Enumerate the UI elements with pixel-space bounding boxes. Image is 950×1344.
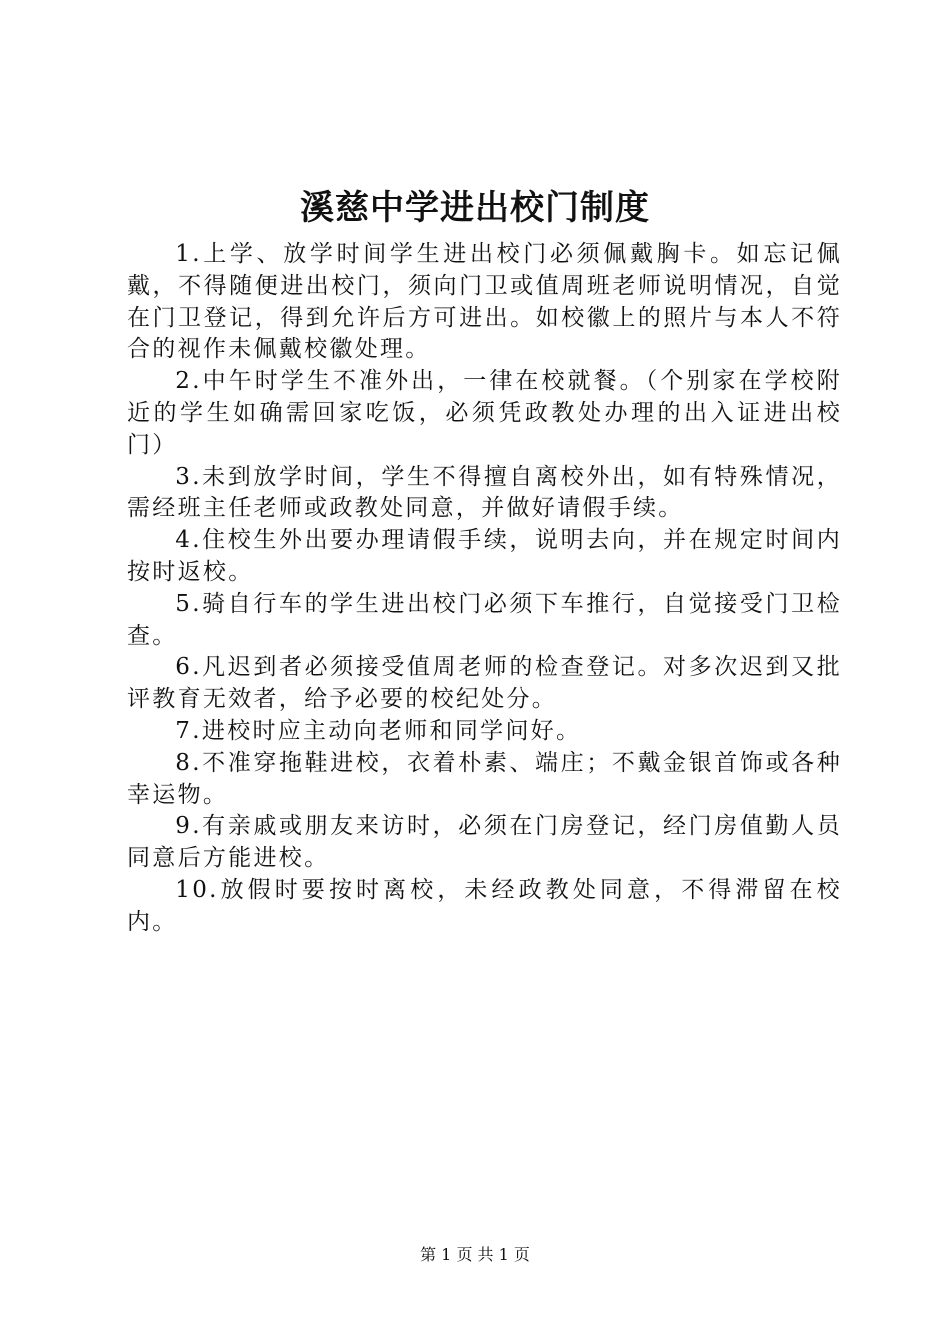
rule-item-2: 2.中午时学生不准外出，一律在校就餐。（个别家在学校附近的学生如确需回家吃饭，必须凭政教处办理的出入证进出校门） <box>127 368 842 458</box>
rule-item-7: 7.进校时应主动向老师和同学问好。 <box>175 717 582 744</box>
document-title: 溪慈中学进出校门制度 <box>300 188 650 228</box>
rule-item-9: 9.有亲戚或朋友来访时，必须在门房登记，经门房值勤人员同意后方能进校。 <box>127 813 842 872</box>
rule-item-6: 6.凡迟到者必须接受值周老师的检查登记。对多次迟到又批评教育无效者，给予必要的校纪处分。 <box>127 654 842 713</box>
page-number: 第 1 页 共 1 页 <box>420 1245 530 1264</box>
rule-item-8: 8.不准穿拖鞋进校，衣着朴素、端庄；不戴金银首饰或各种幸运物。 <box>127 749 842 808</box>
rules-list <box>127 239 842 939</box>
rule-item-1: 1.上学、放学时间学生进出校门必须佩戴胸卡。如忘记佩戴，不得随便进出校门，须向门卫或值周班老师说明情况，自觉在门卫登记，得到允许后方可进出。如校徽上的照片与本人不符合的视作未佩戴校徽处理。 <box>127 241 842 363</box>
rule-item-10: 10.放假时要按时离校，未经政教处同意，不得滞留在校内。 <box>127 876 842 935</box>
rule-item-5: 5.骑自行车的学生进出校门必须下车推行，自觉接受门卫检查。 <box>127 590 842 649</box>
rule-item-4: 4.住校生外出要办理请假手续，说明去向，并在规定时间内按时返校。 <box>127 527 842 585</box>
rule-item-3: 3.未到放学时间，学生不得擅自离校外出，如有特殊情况，需经班主任老师或政教处同意，并做好请假手续。 <box>127 463 842 522</box>
